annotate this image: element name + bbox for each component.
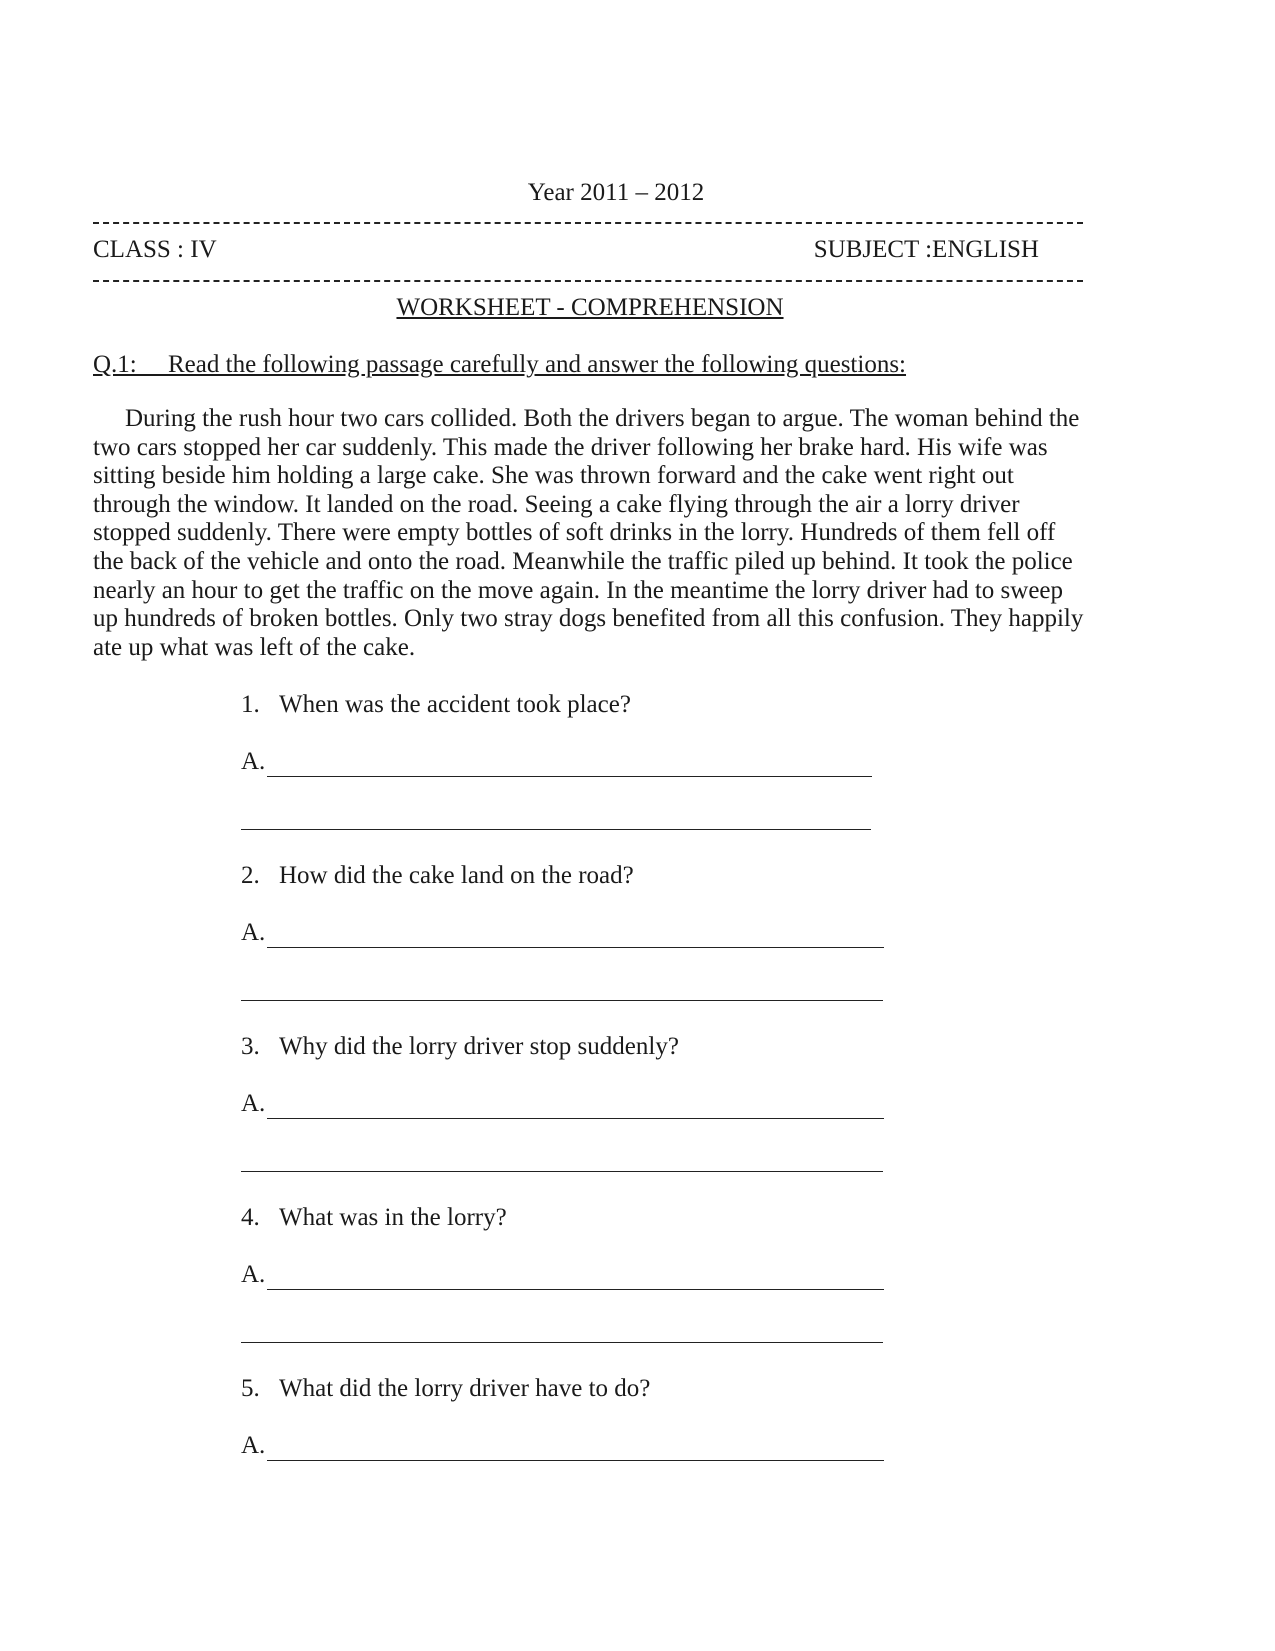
question-number: 4. [241,1204,260,1231]
answer-row [241,747,872,777]
answer-line[interactable] [267,1092,884,1119]
question-text [241,861,634,891]
answer-row [241,918,884,948]
question-instruction: Q.1: Read the following passage carefully and answer the following questions: [93,351,907,378]
subject-label: SUBJECT :ENGLISH [813,236,1039,263]
answer-row [241,1431,884,1461]
answer-row [241,1089,884,1119]
question-item [241,690,901,861]
answer-line-continued[interactable] [241,829,871,830]
answer-line-continued[interactable] [241,1000,883,1001]
question-label: How did the cake land on the road? [279,862,634,889]
question-label: What did the lorry driver have to do? [279,1375,651,1402]
class-label: CLASS : IV [93,236,217,263]
question-text [241,1203,507,1233]
question-number: 1. [241,691,260,718]
year-heading: Year 2011 – 2012 [527,179,705,206]
question-text [241,690,631,720]
answer-line[interactable] [267,1263,884,1290]
question-label: What was in the lorry? [279,1204,507,1231]
answer-prefix: A. [241,1261,266,1288]
comprehension-passage: During the rush hour two cars collided. Both the drivers began to argue. The woman behind the two cars stopped her car suddenly. This made the driver following her brake hard. His wife was sitting beside him holding a large cake. She was thrown forward and the cake went right out through the window. It landed on the road. Seeing a cake flying through the air a lorry driver stopped suddenly. There were empty bottles of soft drinks in the lorry. Hundreds of them fell off the back of the vehicle and onto the road. Meanwhile the traffic piled up behind. It took the police nearly an hour to get the traffic on the move again. In the meantime the lorry driver had to sweep up hundreds of broken bottles. Only two stray dogs benefited from all this confusion. They happily ate up what was left of the cake. [93,405,1084,661]
question-number: 5. [241,1375,260,1402]
worksheet-title: WORKSHEET - COMPREHENSION [396,294,784,321]
question-text [241,1032,679,1062]
answer-line-continued[interactable] [241,1171,883,1172]
answer-line[interactable] [267,1434,884,1461]
dashed-divider-bottom [93,280,1083,282]
question-number: 3. [241,1033,260,1060]
question-label: When was the accident took place? [279,691,631,718]
question-text [241,1374,650,1404]
question-number: 2. [241,862,260,889]
answer-prefix: A. [241,748,266,775]
question-item [241,861,901,1032]
question-item [241,1374,901,1545]
answer-row [241,1260,884,1290]
answer-line[interactable] [267,750,872,777]
answer-line[interactable] [267,921,884,948]
dashed-divider-top [93,222,1083,224]
answer-line-continued[interactable] [241,1342,883,1343]
question-list [241,690,901,1545]
question-item [241,1203,901,1374]
question-label: Why did the lorry driver stop suddenly? [279,1033,679,1060]
answer-prefix: A. [241,1432,266,1459]
answer-prefix: A. [241,1090,266,1117]
answer-prefix: A. [241,919,266,946]
question-item [241,1032,901,1203]
